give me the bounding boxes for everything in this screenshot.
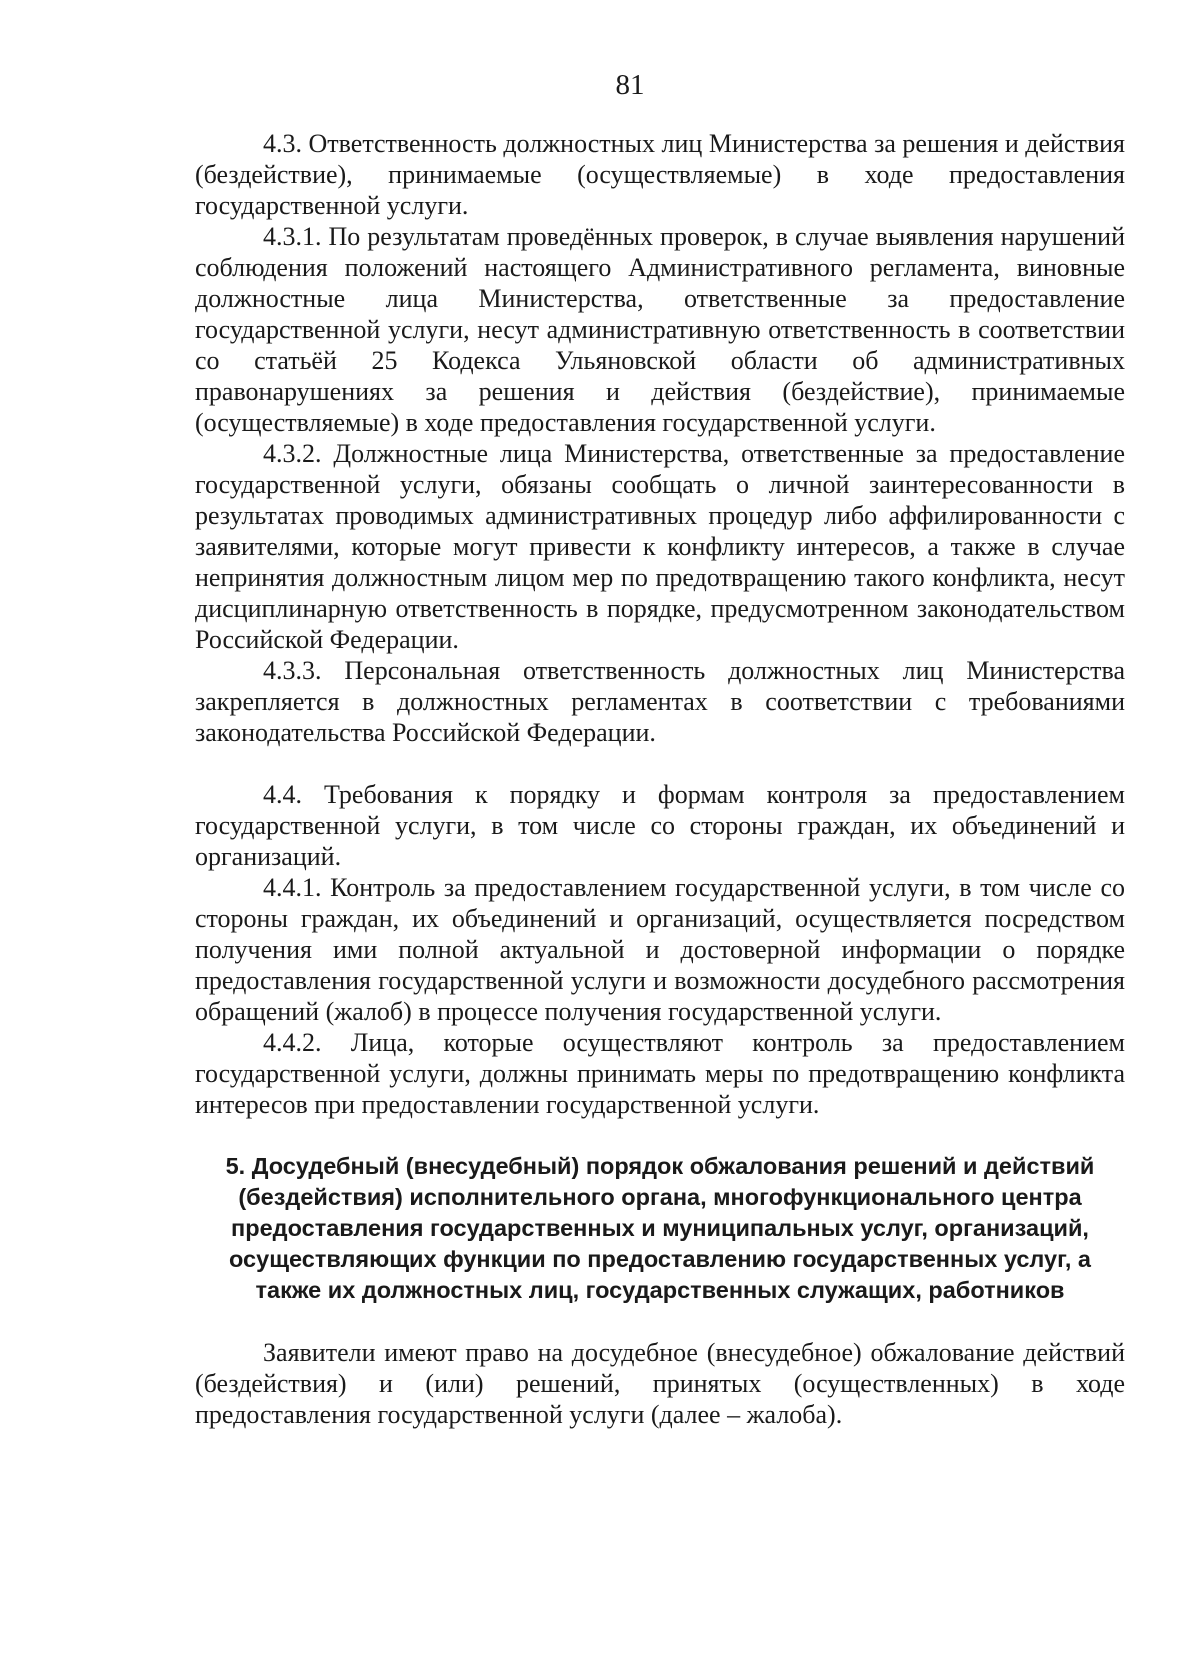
section-5-heading — [195, 1151, 1125, 1306]
page-number: 81 — [615, 69, 645, 101]
document-body — [195, 128, 1125, 1430]
section-5-heading-line: предоставления государственных и муниципальных услуг, организаций, — [231, 1215, 1089, 1241]
section-4-4-title: 4.4. Требования к порядку и формам контроля за предоставлением государственной услуги, в том числе со стороны граждан, их объединений и организаций. — [195, 780, 1125, 871]
paragraph-4-3-1: 4.3.1. По результатам проведённых проверок, в случае выявления нарушений соблюдения положений настоящего Административного регламента, виновные должностные лица Министерства, ответственные за предоставление государственной услуги, несут административную ответственность в соответствии со статьёй 25 Кодекса Ульяновской области об административных правонарушениях за решения и действия (бездействие), принимаемые (осуществляемые) в ходе предоставления государственной услуги. — [195, 222, 1125, 437]
section-spacer — [195, 748, 1125, 779]
paragraph-4-3-3: 4.3.3. Персональная ответственность должностных лиц Министерства закрепляется в должностных регламентах в соответствии с требованиями законодательства Российской Федерации. — [195, 656, 1125, 747]
section-spacer — [195, 1120, 1125, 1151]
paragraph-5-intro: Заявители имеют право на досудебное (внесудебное) обжалование действий (бездействия) и (или) решений, принятых (осуществленных) в ходе предоставления государственной услуги (далее – жалоба). — [195, 1338, 1125, 1429]
paragraph-4-4-1: 4.4.1. Контроль за предоставлением государственной услуги, в том числе со стороны граждан, их объединений и организаций, осуществляется посредством получения ими полной актуальной и достоверной информации о порядке предоставления государственной услуги и возможности досудебного рассмотрения обращений (жалоб) в процессе получения государственной услуги. — [195, 873, 1125, 1026]
paragraph-4-3-2: 4.3.2. Должностные лица Министерства, ответственные за предоставление государственной услуги, обязаны сообщать о личной заинтересованности в результатах проводимых административных процедур либо аффилированности с заявителями, которые могут привести к конфликту интересов, а также в случае непринятия должностным лицом мер по предотвращению такого конфликта, несут дисциплинарную ответственность в порядке, предусмотренном законодательством Российской Федерации. — [195, 439, 1125, 654]
paragraph-4-4-2: 4.4.2. Лица, которые осуществляют контроль за предоставлением государственной услуги, должны принимать меры по предотвращению конфликта интересов при предоставлении государственной услуги. — [195, 1028, 1125, 1119]
section-4-3-title: 4.3. Ответственность должностных лиц Министерства за решения и действия (бездействие), принимаемые (осуществляемые) в ходе предоставления государственной услуги. — [195, 129, 1125, 220]
section-spacer — [195, 1306, 1125, 1337]
section-5-heading-line: 5. Досудебный (внесудебный) порядок обжалования решений и действий — [225, 1153, 1095, 1179]
section-5-heading-line: также их должностных лиц, государственных служащих, работников — [255, 1277, 1065, 1303]
section-5-heading-line: (бездействия) исполнительного органа, многофункционального центра — [238, 1184, 1082, 1210]
section-5-heading-line: осуществляющих функции по предоставлению государственных услуг, а — [229, 1246, 1091, 1272]
